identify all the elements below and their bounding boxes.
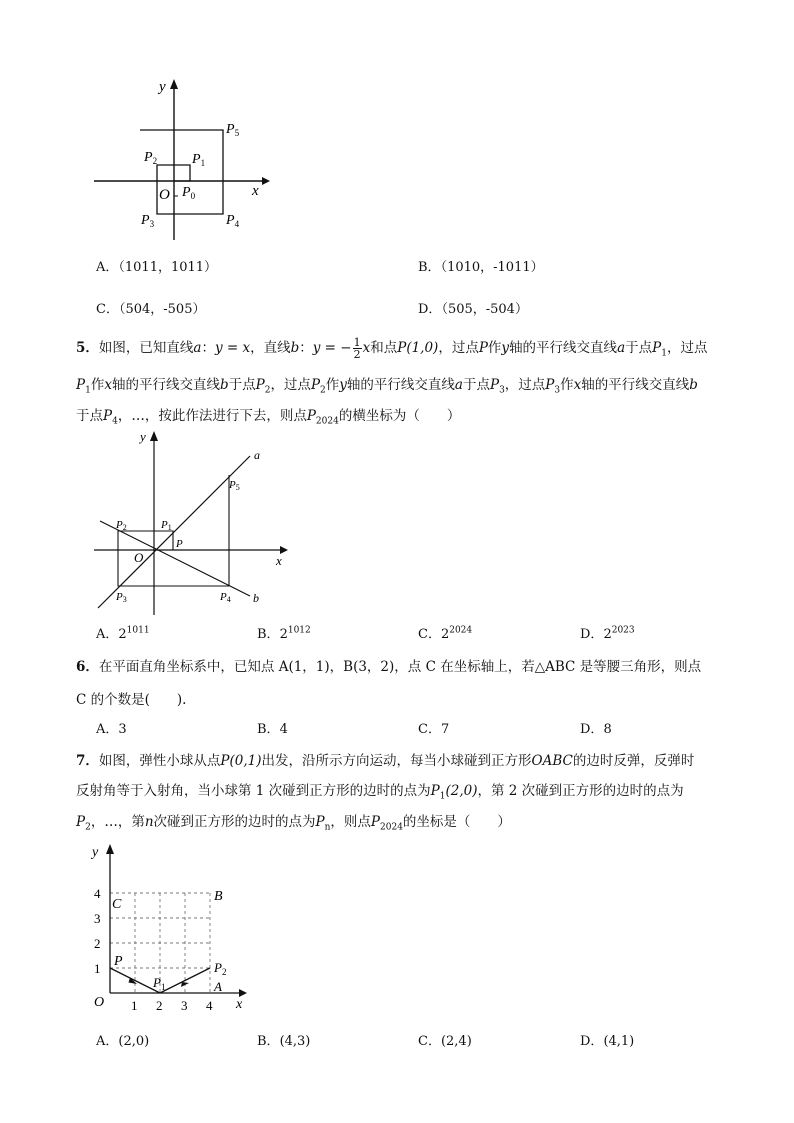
q5-line-3: 于点$P_4$，…，按此作法进行下去，则点$P_{2024}$的横坐标为（ ） <box>76 408 461 427</box>
y-axis-arrow <box>170 79 178 89</box>
q6-number: 6． <box>76 659 99 675</box>
q6-line-1: 6．在平面直角坐标系中，已知点 A(1，1)，B(3，2)，点 C 在坐标轴上，若△ABC 是等腰三角形，则点 <box>76 659 702 675</box>
figure-bouncing-ball <box>86 838 256 1018</box>
svg-text:P5: P5 <box>229 479 240 492</box>
svg-text:a: a <box>254 448 260 462</box>
x-label: x <box>252 183 259 199</box>
svg-text:C: C <box>112 897 122 912</box>
label-p3: $P_3$ <box>141 213 155 229</box>
origin-label: O <box>159 187 170 203</box>
svg-text:P: P <box>114 954 123 969</box>
q7-option-d[interactable]: D．(4,1) <box>580 1034 635 1049</box>
svg-text:b: b <box>253 591 259 605</box>
svg-text:4: 4 <box>206 998 213 1013</box>
q7-line-2: 反射角等于入射角，当小球第 1 次碰到正方形的边时的点为$P_1(2,0)$，第 2 次碰到正方形的边时的点为 <box>76 783 684 802</box>
svg-text:y: y <box>140 429 146 444</box>
svg-text:P1: P1 <box>161 519 172 532</box>
svg-text:x: x <box>276 553 282 568</box>
svg-text:O: O <box>94 995 105 1010</box>
q6-option-d[interactable]: D．8 <box>580 722 612 737</box>
q6-line-2: C 的个数是( ). <box>76 692 187 708</box>
line-b <box>100 521 250 596</box>
x-axis-arrow <box>262 177 270 185</box>
svg-text:4: 4 <box>94 886 101 901</box>
label-p2: $P_2$ <box>144 150 158 166</box>
figure-spiral-squares <box>90 75 280 245</box>
q4-option-d[interactable]: D．（505，-504） <box>418 302 528 317</box>
svg-text:P1: $P_1$ <box>153 975 166 992</box>
label-p1: $P_1$ <box>192 152 206 168</box>
svg-text:P4: P4 <box>220 591 231 604</box>
svg-text:x: x <box>236 997 243 1012</box>
q7-option-c[interactable]: C．(2,4) <box>418 1034 472 1049</box>
q5-option-d[interactable]: D．$2^{2023}$ <box>580 625 635 642</box>
svg-text:P2: $P_2$ <box>214 960 227 977</box>
y-label: y <box>159 79 166 95</box>
q7-option-b[interactable]: B．(4,3) <box>257 1034 311 1049</box>
svg-text:2: 2 <box>156 998 163 1013</box>
figure-lines-a-b <box>90 425 290 620</box>
q4-option-c[interactable]: C．（504，-505） <box>96 302 206 317</box>
fraction-half: $\frac{1}{2}$ <box>353 336 361 361</box>
svg-text:3: 3 <box>181 998 188 1013</box>
svg-text:O: O <box>134 550 144 565</box>
svg-text:2: 2 <box>94 936 101 951</box>
q7-line-1: 7．如图，弹性小球从点P(0,1)出发，沿所示方向运动，每当小球碰到正方形OABC的边时反弹，反弹时 <box>76 753 695 769</box>
spiral-path <box>140 130 223 214</box>
q7-line-3: $P_2$，…，第n次碰到正方形的边时的点为$P_n$，则点$P_{2024}$的坐标是（ ） <box>76 814 511 833</box>
svg-text:P3: P3 <box>116 591 127 604</box>
q6-option-b[interactable]: B．4 <box>257 722 288 737</box>
q7-number: 7． <box>76 753 99 769</box>
q6-option-c[interactable]: C．7 <box>418 722 450 737</box>
q7-option-a[interactable]: A．(2,0) <box>96 1034 150 1049</box>
q4-option-a[interactable]: A．（1011，1011） <box>96 260 218 275</box>
svg-text:1: 1 <box>94 961 101 976</box>
q5-line-2: $P_1$作x轴的平行线交直线b于点$P_2$，过点$P_2$作y轴的平行线交直线a于点$P_3$，过点$P_3$作x轴的平行线交直线b <box>76 377 698 396</box>
q6-option-a[interactable]: A．3 <box>96 722 127 737</box>
svg-text:P: P <box>176 538 183 550</box>
svg-text:y: y <box>92 845 99 860</box>
q5-line-1: 5．如图，已知直线a：y = x，直线b：y = − $\frac{1}{2}$ x和点P(1,0)，过点P作y轴的平行线交直线a于点$P_1$，过点 <box>76 336 708 361</box>
label-p5: $P_5$ <box>226 122 240 138</box>
svg-text:A: A <box>214 979 222 994</box>
label-p4: $P_4$ <box>226 213 240 229</box>
svg-text:1: 1 <box>131 998 138 1013</box>
q5-option-a[interactable]: A．$2^{1011}$ <box>96 625 150 642</box>
svg-text:P2: P2 <box>116 519 127 532</box>
svg-text:B: B <box>214 889 223 904</box>
label-p0: $P_0$ <box>182 185 196 201</box>
q5-option-c[interactable]: C．$2^{2024}$ <box>418 625 473 642</box>
q4-option-b[interactable]: B．（1010，-1011） <box>418 260 544 275</box>
svg-text:3: 3 <box>94 911 101 926</box>
q5-option-b[interactable]: B．$2^{1012}$ <box>257 625 311 642</box>
q5-number: 5． <box>76 340 99 356</box>
